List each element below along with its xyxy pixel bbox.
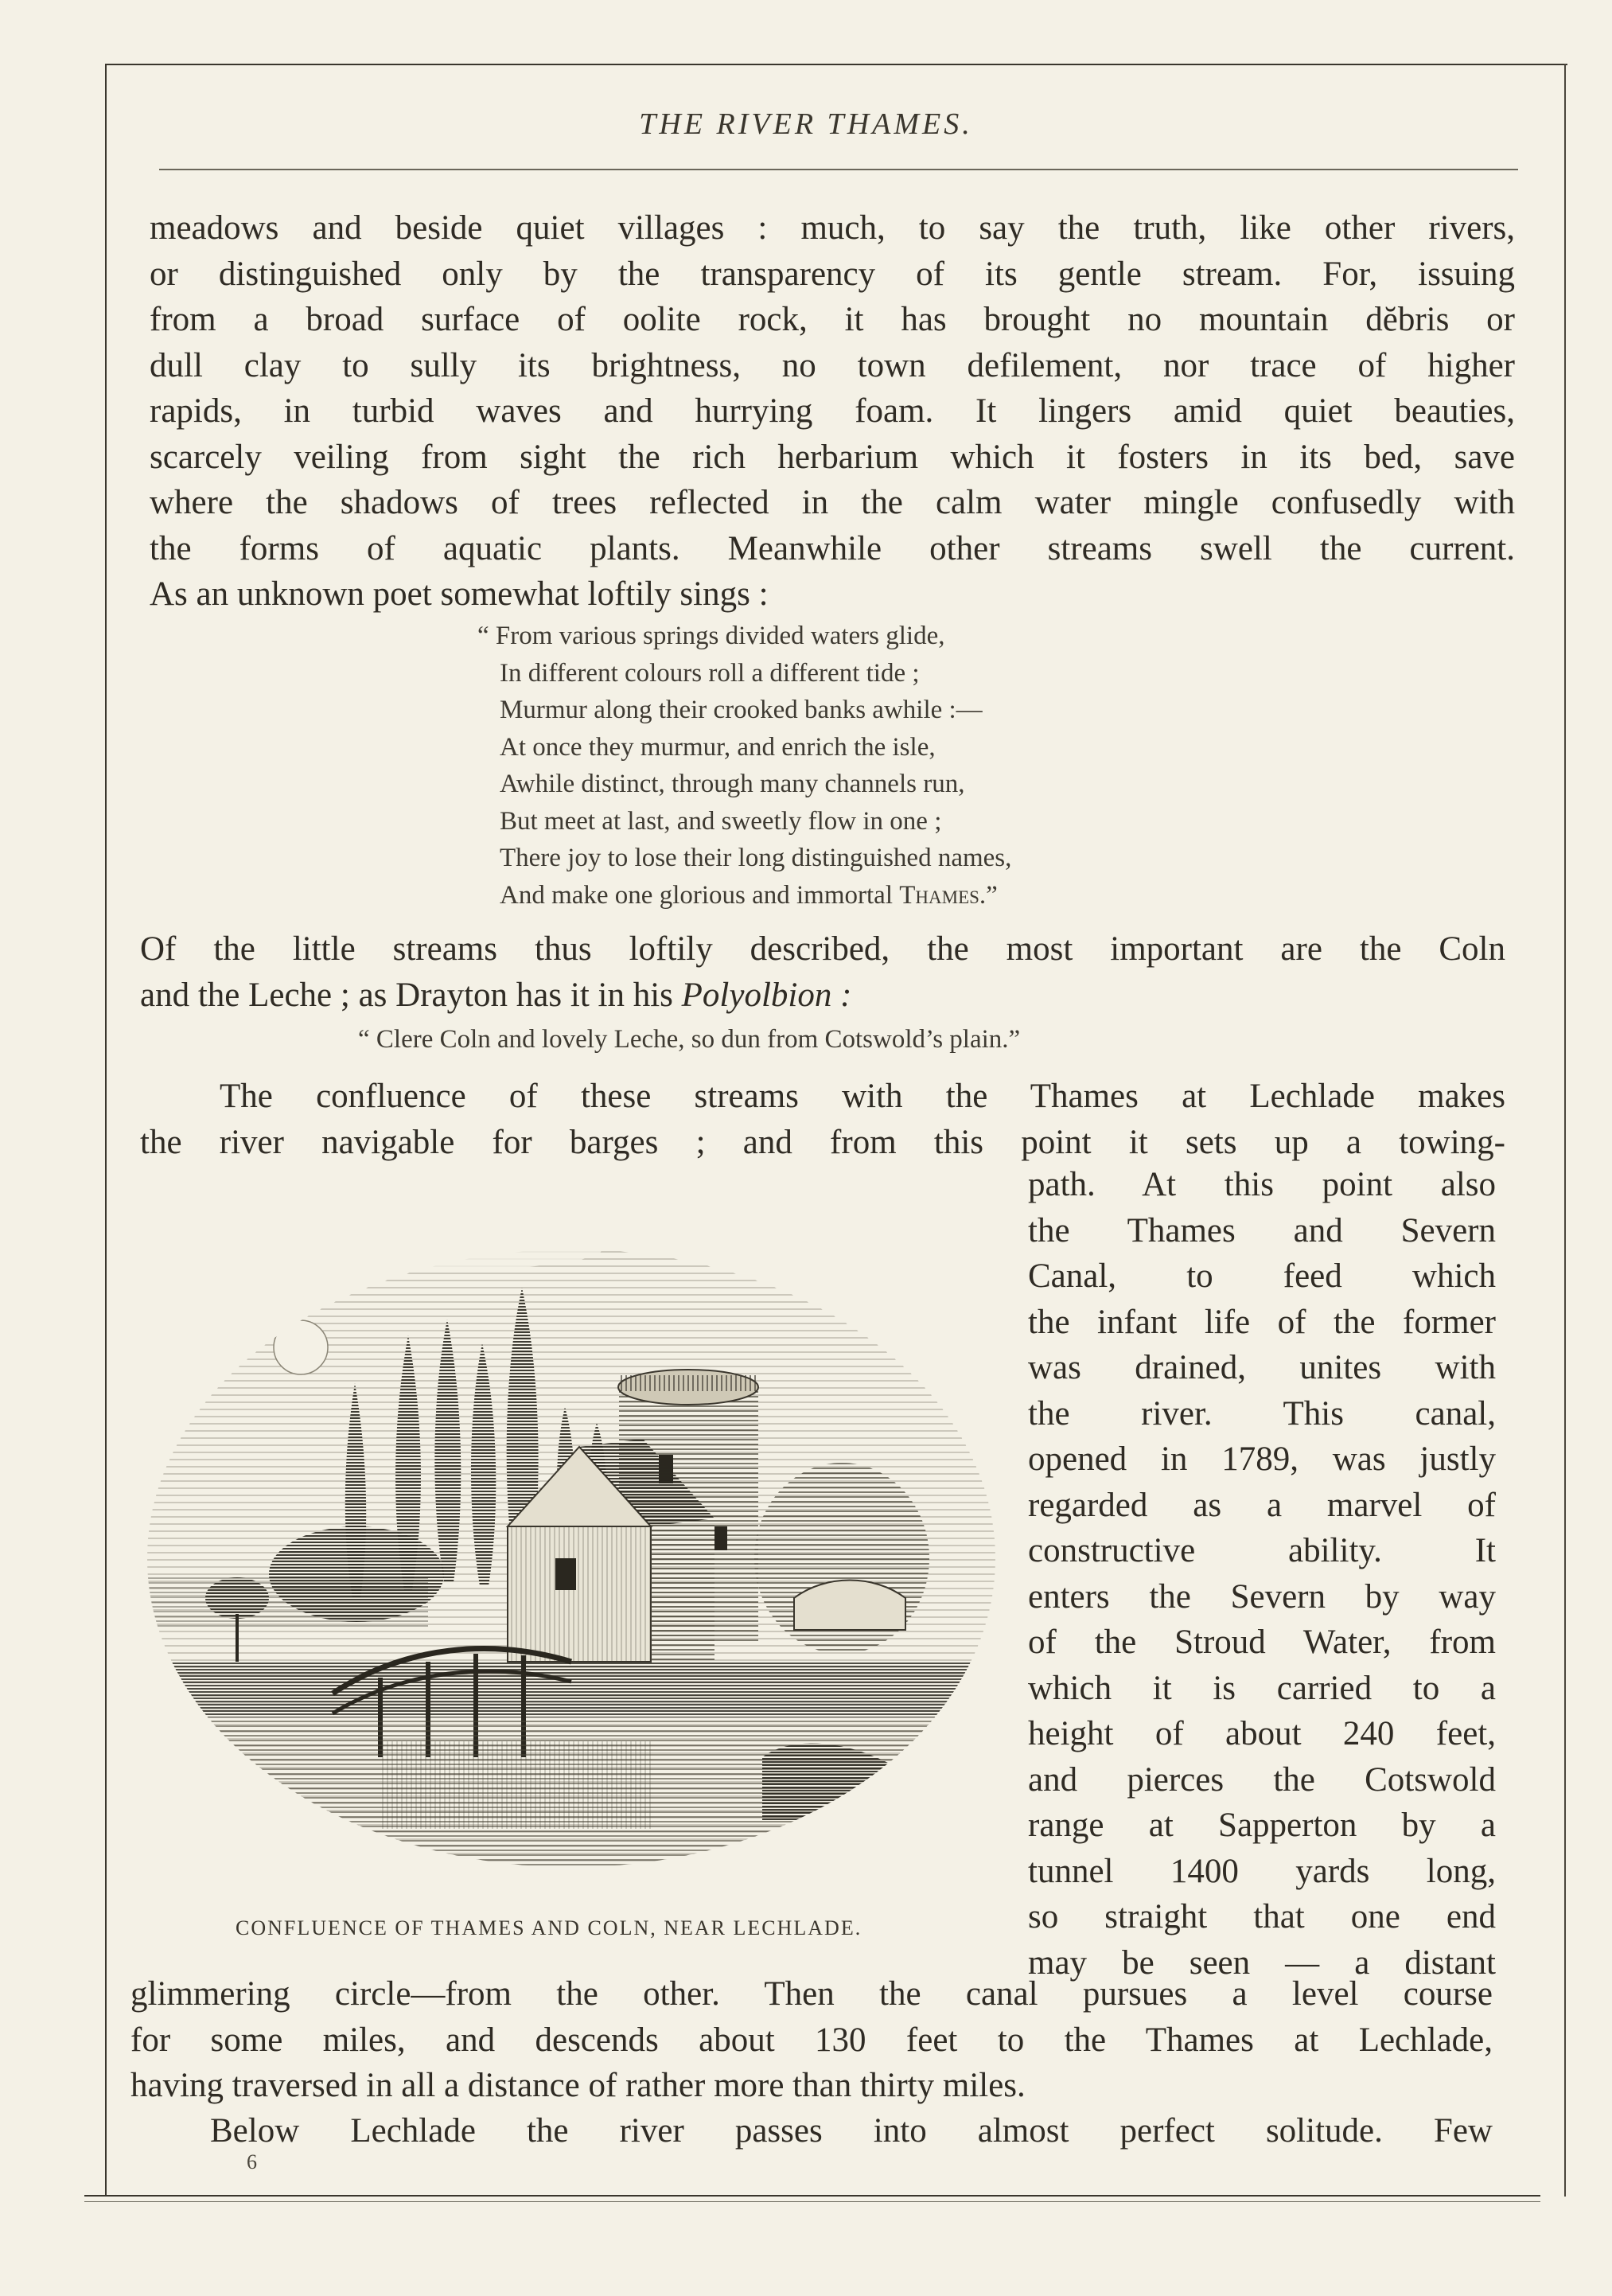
text-line: the Thames and Severn [1028,1211,1496,1249]
paragraph-below-lechlade [130,2108,1493,2154]
text-line: of the Stroud Water, from [1028,1624,1496,1661]
text-line: constructive ability. It [1028,1532,1496,1569]
text-line: the river. This canal, [1028,1394,1496,1433]
text-line-last [140,973,1505,1019]
verse-line: In different colours roll a different tide ; [500,658,920,688]
page-frame-right [1564,64,1566,2197]
paragraph-meadows [150,205,1515,618]
text-line: for some miles, and descends about 130 feet to the Thames at Lechlade, [130,2021,1493,2059]
text-line: meadows and beside quiet villages : much, to say the truth, like other rivers, [150,209,1515,247]
verse-line: Murmur along their crooked banks awhile :— [500,696,983,724]
text-line: range at Sapperton by a [1028,1807,1496,1844]
engraving-illustration [142,1184,1006,1885]
verse-line: “ From various springs divided waters glide, [477,622,945,650]
text-line: enters the Severn by way [1028,1577,1496,1616]
verse-thames: Thames.” [899,880,998,910]
text-line: scarcely veiling from sight the rich herbarium which it fosters in its bed, save [150,438,1515,476]
text-line: where the shadows of trees reflected in the calm water mingle confusedly with [150,484,1515,521]
verse-quotation [477,618,1011,914]
paragraph-little-streams [140,926,1505,1018]
text-line: so straight that one end [1028,1898,1496,1935]
text-line: having traversed in all a distance of rather more than thirty miles. [130,2067,1026,2104]
page-frame-bottom-inner [84,2201,1540,2202]
verse-line: At once they murmur, and enrich the isle, [500,732,936,762]
text-line: and pierces the Cotswold [1028,1760,1496,1799]
verse-line: But meet at last, and sweetly flow in one ; [500,806,942,836]
text-line: regarded as a marvel of [1028,1486,1496,1524]
page-frame-bottom [84,2195,1540,2197]
text-line: the infant life of the former [1028,1303,1496,1341]
text-line: may be seen — a distant [1028,1943,1496,1982]
text-line: rapids, in turbid waves and hurrying foam. It lingers amid quiet beauties, [150,392,1515,430]
text-line: the forms of aquatic plants. Meanwhile other streams swell the current. [150,529,1515,567]
text-line: which it is carried to a [1028,1669,1496,1707]
page-frame-left [105,64,107,2197]
verse-line-last [477,877,1011,914]
text-line: Canal, to feed which [1028,1257,1496,1295]
paragraph-glimmering [130,1971,1493,2109]
drayton-quotation: “ Clere Coln and lovely Leche, so dun from Cotswold’s plain.” [358,1025,1021,1054]
text-line: Of the little streams thus loftily described, the most important are the Coln [140,930,1505,968]
verse-line: Awhile distinct, through many channels run, [500,770,965,798]
paragraph-confluence [140,1074,1505,1165]
text-line: Below Lechlade the river passes into almost perfect solitude. Few [210,2112,1493,2150]
text-line: The confluence of these streams with the Thames at Lechlade makes [220,1078,1505,1115]
text-line: opened in 1789, was justly [1028,1440,1496,1478]
text-line: from a broad surface of oolite rock, it has brought no mountain dĕbris or [150,301,1515,338]
running-head: THE RIVER THAMES. [639,107,973,141]
text-line: or distinguished only by the transparency of its gentle stream. For, issuing [150,255,1515,293]
verse-line-text: And make one glorious and immortal [500,880,893,910]
page-frame-top [105,64,1567,65]
text-line: was drained, unites with [1028,1349,1496,1386]
text-line: As an unknown poet somewhat loftily sings : [150,575,769,613]
text-line: glimmering circle—from the other. Then the canal pursues a level course [130,1975,1493,2013]
page-number: 6 [247,2150,257,2173]
polyolbion-title: Polyolbion : [681,976,852,1014]
text-line: dull clay to sully its brightness, no town defilement, nor trace of higher [150,346,1515,384]
text-line: path. At this point also [1028,1166,1496,1203]
engraving-caption: CONFLUENCE OF THAMES AND COLN, NEAR LECHLADE. [236,1916,862,1939]
text-line: height of about 240 feet, [1028,1715,1496,1752]
text-line: tunnel 1400 yards long, [1028,1852,1496,1890]
text-line-text: and the Leche ; as Drayton has it in his [140,976,673,1014]
text-line: the river navigable for barges ; and from this point it sets up a towing- [140,1123,1505,1161]
paragraph-canal-column [1028,1162,1496,1986]
verse-line: There joy to lose their long distinguished names, [500,844,1012,872]
head-rule [159,169,1518,170]
